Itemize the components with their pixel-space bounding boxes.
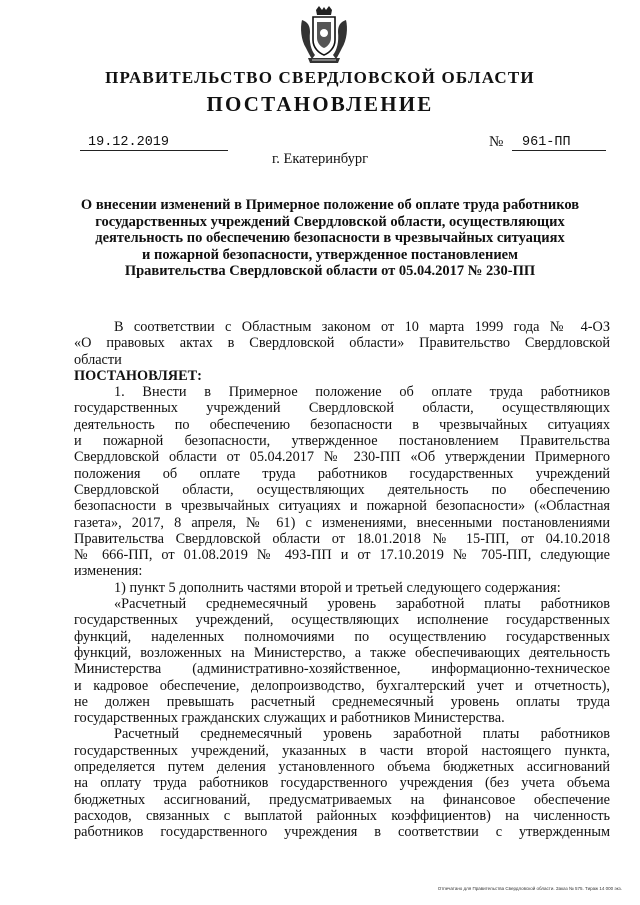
- body-line: В соответствии с Областным законом от 10 марта 1999 года № 4-ОЗ: [114, 319, 610, 335]
- body-line: газета», 2017, 8 апреля, № 61) с изменениями, внесенными постановлениями: [74, 514, 610, 531]
- organization-name: ПРАВИТЕЛЬСТВО СВЕРДЛОВСКОЙ ОБЛАСТИ: [105, 68, 535, 87]
- body-line: Расчетный среднемесячный уровень заработной платы работников: [114, 726, 610, 743]
- body-line: государственных учреждений, указанных в части второй настоящего пункта,: [74, 742, 610, 759]
- body-line: государственных учреждений Свердловской области, осуществляющих: [74, 400, 610, 417]
- print-note: Отпечатано для Правительства Свердловской области. Заказ № 575. Тираж 14 000 экз.: [437, 886, 622, 891]
- body-line: изменения:: [74, 563, 143, 580]
- body-line: Правительства Свердловской области от 18.01.2018 № 15-ПП, от 04.10.2018: [74, 530, 610, 547]
- body-line: безопасности в чрезвычайных ситуациях и пожарной безопасности» («Областная: [74, 498, 610, 515]
- body-line: «Расчетный среднемесячный уровень заработной платы работников: [114, 596, 610, 613]
- number-sign: №: [489, 134, 504, 150]
- decree-word: ПОСТАНОВЛЯЕТ:: [74, 367, 202, 384]
- document-number: 961-ПП: [512, 134, 606, 151]
- body-line: функций, возложенных на Министерство, а также обеспечивающих деятельность: [74, 644, 610, 661]
- body-line: на оплату труда работников государственного учреждения (без учета объема: [74, 775, 610, 792]
- document-date: 19.12.2019: [80, 134, 228, 151]
- body-line: положения об оплате труда работников государственных учреждений: [74, 465, 610, 482]
- body-line: «О правовых актах в Свердловской области» Правительство Свердловской: [74, 335, 610, 352]
- title-line: Правительства Свердловской области от 05.04.2017 № 230-ПП: [124, 263, 536, 279]
- body-line: государственных учреждений, осуществляющих исполнение государственных: [74, 612, 610, 629]
- body-line: деятельность по обеспечению безопасности в чрезвычайных ситуациях: [74, 416, 610, 433]
- body-line: не должен превышать расчетный среднемесячный уровень оплаты труда: [74, 693, 610, 710]
- body-line: бюджетных ассигнований, предусматриваемых на финансовое обеспечение: [74, 791, 610, 808]
- body-line: 1) пункт 5 дополнить частями второй и третьей следующего содержания:: [114, 579, 561, 596]
- body-line: определяется путем деления установленного объема бюджетных ассигнований: [74, 759, 610, 776]
- body-line: области: [74, 351, 122, 368]
- body-line: функций, наделенных полномочиями по осуществлению государственных: [74, 628, 610, 645]
- body-line: государственных гражданских служащих и работников Министерства.: [74, 710, 505, 727]
- body-line: Свердловской области, осуществляющих деятельность по обеспечению: [74, 481, 610, 498]
- body-line: и кадровое обеспечение, делопроизводство, бухгалтерский учет и отчетность),: [74, 677, 610, 694]
- document-type: ПОСТАНОВЛЕНИЕ: [206, 92, 434, 116]
- body-line: Свердловской области от 05.04.2017 № 230-ПП «Об утверждении Примерного: [74, 449, 610, 466]
- title-line: О внесении изменений в Примерное положение об оплате труда работников: [80, 197, 580, 213]
- document-title: [60, 197, 600, 280]
- title-line: деятельность по обеспечению безопасности в чрезвычайных ситуациях: [95, 230, 565, 246]
- body-line: расходов, связанных с выплатой районных коэффициентов) на численность: [74, 807, 610, 824]
- city-label: г. Екатеринбург: [271, 151, 369, 167]
- title-line: государственных учреждений Свердловской области, осуществляющих: [95, 213, 565, 230]
- title-line: и пожарной безопасности, утвержденное постановлением: [141, 246, 518, 263]
- body-line: № 666-ПП, от 01.08.2019 № 493-ПП и от 17.10.2019 № 705-ПП, следующие: [74, 547, 610, 564]
- body-line: Министерства (административно-хозяйственное, информационно-техническое: [74, 661, 610, 678]
- body-line: работников государственного учреждения в соответствии с утвержденным: [74, 824, 610, 841]
- body-line: и пожарной безопасности, утвержденное постановлением Правительства: [74, 433, 610, 450]
- body-line: 1. Внести в Примерное положение об оплате труда работников: [114, 384, 610, 401]
- document-body: [74, 319, 610, 841]
- coat-of-arms-icon: [298, 6, 350, 66]
